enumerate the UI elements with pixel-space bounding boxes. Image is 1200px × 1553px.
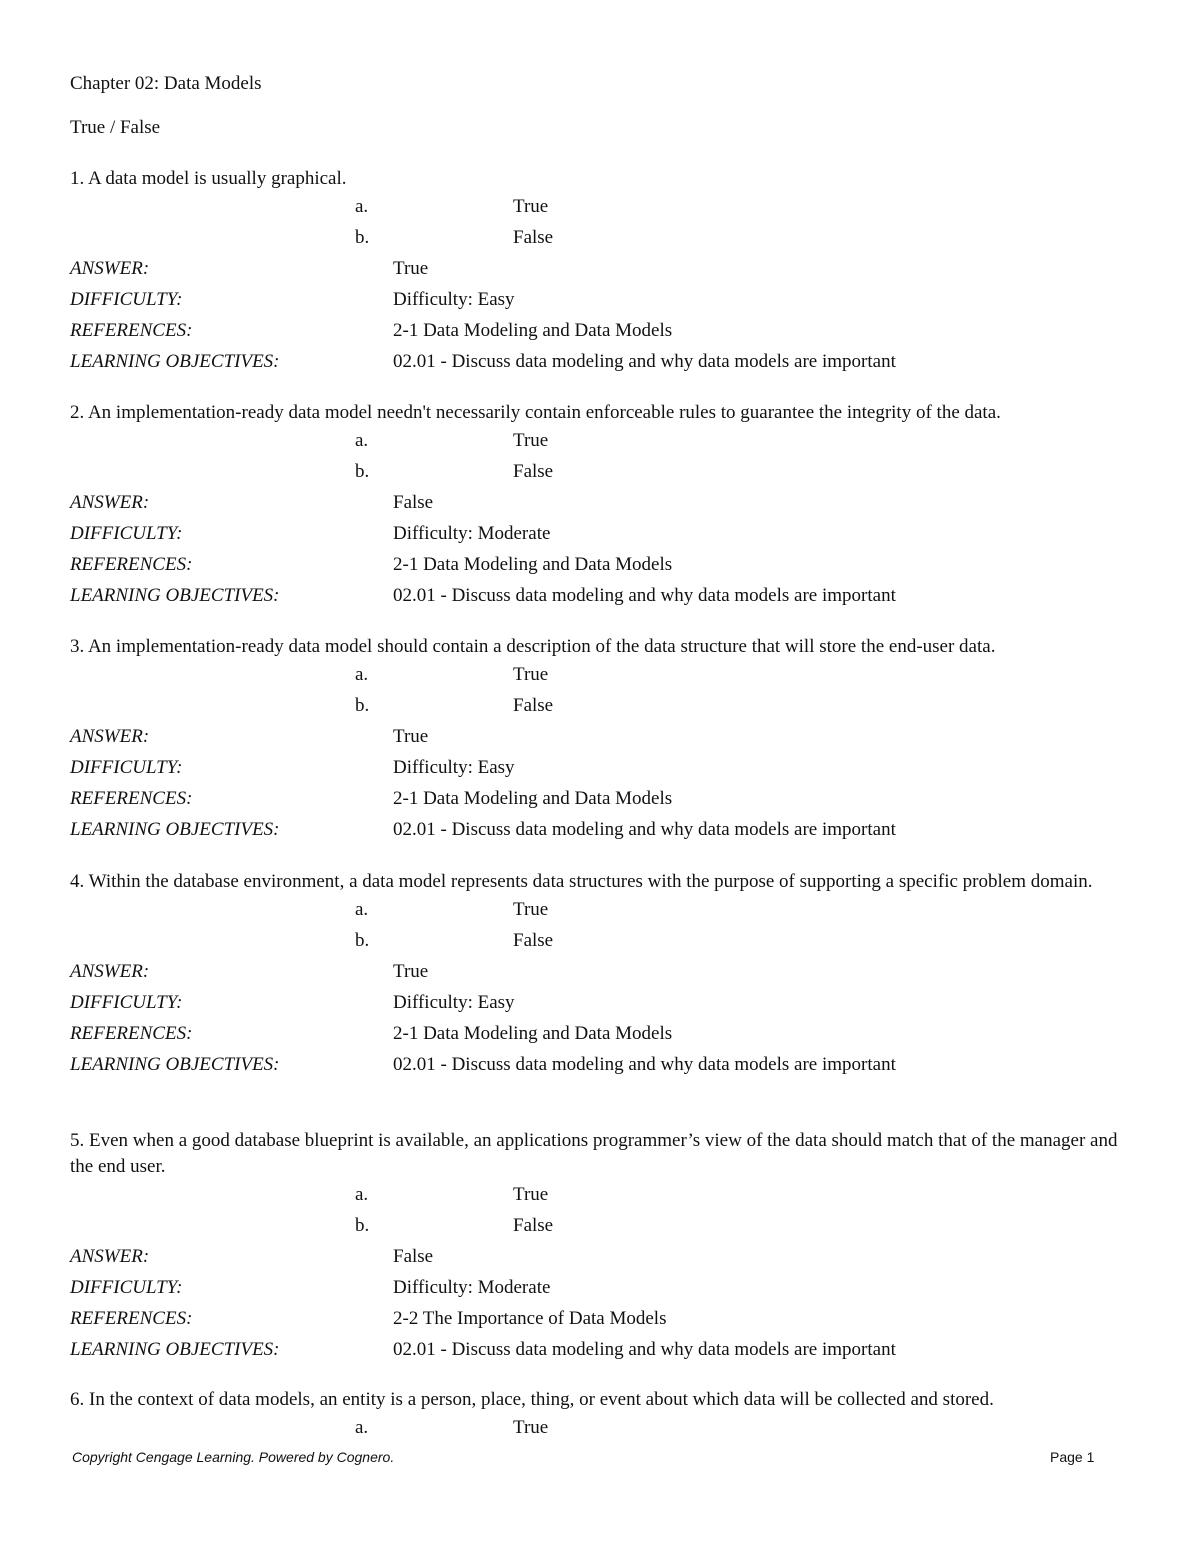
question-block <box>70 400 1140 613</box>
difficulty-row <box>70 1274 1140 1305</box>
objectives-value: 02.01 - Discuss data modeling and why data models are important <box>393 819 896 840</box>
question-text: 3. An implementation-ready data model should contain a description of the data structure that will store the end-user data. <box>70 636 996 657</box>
objectives-value: 02.01 - Discuss data modeling and why data models are important <box>393 351 896 372</box>
option-letter: a. <box>355 899 369 920</box>
difficulty-row <box>70 520 1140 551</box>
question-text: 6. In the context of data models, an entity is a person, place, thing, or event about which data will be collected and stored. <box>70 1389 994 1410</box>
option-text: False <box>513 930 554 951</box>
question-block <box>70 869 1140 1082</box>
option-letter: b. <box>355 227 370 248</box>
question-block <box>70 1387 1140 1445</box>
difficulty-value: Difficulty: Easy <box>393 992 515 1013</box>
option-row <box>70 193 1140 224</box>
references-value: 2-2 The Importance of Data Models <box>393 1308 667 1329</box>
question-text: 4. Within the database environment, a data model represents data structures with the purpose of supporting a specific problem domain. <box>70 871 1093 892</box>
answer-value: False <box>393 492 434 513</box>
objectives-label: LEARNING OBJECTIVES: <box>70 351 280 372</box>
option-row <box>70 896 1140 927</box>
option-text: False <box>513 461 554 482</box>
objectives-value: 02.01 - Discuss data modeling and why data models are important <box>393 585 896 606</box>
references-label: REFERENCES: <box>70 554 193 575</box>
objectives-row <box>70 348 1140 379</box>
difficulty-value: Difficulty: Easy <box>393 289 515 310</box>
answer-label: ANSWER: <box>70 726 150 747</box>
references-row <box>70 1305 1140 1336</box>
references-value: 2-1 Data Modeling and Data Models <box>393 554 673 575</box>
difficulty-label: DIFFICULTY: <box>70 289 183 310</box>
option-text: True <box>513 430 549 451</box>
difficulty-value: Difficulty: Easy <box>393 757 515 778</box>
references-label: REFERENCES: <box>70 320 193 341</box>
objectives-row <box>70 1051 1140 1082</box>
question-text: 1. A data model is usually graphical. <box>70 168 347 189</box>
footer-page-number: Page 1 <box>1050 1449 1095 1465</box>
option-text: False <box>513 227 554 248</box>
objectives-value: 02.01 - Discuss data modeling and why data models are important <box>393 1339 896 1360</box>
question-block <box>70 166 1140 379</box>
answer-value: True <box>393 258 429 279</box>
answer-label: ANSWER: <box>70 1246 150 1267</box>
difficulty-label: DIFFICULTY: <box>70 992 183 1013</box>
option-text: True <box>513 1417 549 1438</box>
answer-row <box>70 255 1140 286</box>
objectives-label: LEARNING OBJECTIVES: <box>70 585 280 606</box>
references-value: 2-1 Data Modeling and Data Models <box>393 1023 673 1044</box>
objectives-label: LEARNING OBJECTIVES: <box>70 819 280 840</box>
objectives-row <box>70 582 1140 613</box>
objectives-row <box>70 1336 1140 1367</box>
option-letter: b. <box>355 930 370 951</box>
answer-value: True <box>393 726 429 747</box>
option-row <box>70 1181 1140 1212</box>
chapter-title: Chapter 02: Data Models <box>70 73 262 94</box>
references-row <box>70 1020 1140 1051</box>
option-letter: a. <box>355 664 369 685</box>
answer-value: True <box>393 961 429 982</box>
option-text: True <box>513 1184 549 1205</box>
option-letter: a. <box>355 1417 369 1438</box>
objectives-value: 02.01 - Discuss data modeling and why data models are important <box>393 1054 896 1075</box>
references-row <box>70 317 1140 348</box>
option-letter: b. <box>355 695 370 716</box>
references-value: 2-1 Data Modeling and Data Models <box>393 320 673 341</box>
references-label: REFERENCES: <box>70 1023 193 1044</box>
option-row <box>70 661 1140 692</box>
option-row <box>70 224 1140 255</box>
answer-row <box>70 958 1140 989</box>
option-row <box>70 1212 1140 1243</box>
question-block <box>70 1128 1140 1367</box>
option-row <box>70 927 1140 958</box>
footer-copyright: Copyright Cengage Learning. Powered by Cognero. <box>72 1449 395 1465</box>
objectives-label: LEARNING OBJECTIVES: <box>70 1339 280 1360</box>
difficulty-label: DIFFICULTY: <box>70 523 183 544</box>
option-row <box>70 1414 1140 1445</box>
option-text: True <box>513 196 549 217</box>
option-text: True <box>513 664 549 685</box>
objectives-label: LEARNING OBJECTIVES: <box>70 1054 280 1075</box>
difficulty-row <box>70 754 1140 785</box>
question-text: 2. An implementation-ready data model needn't necessarily contain enforceable rules to guarantee the integrity of the data. <box>70 402 1001 423</box>
option-row <box>70 458 1140 489</box>
option-row <box>70 692 1140 723</box>
option-letter: a. <box>355 1184 369 1205</box>
option-letter: b. <box>355 1215 370 1236</box>
references-row <box>70 785 1140 816</box>
references-label: REFERENCES: <box>70 788 193 809</box>
section-title: True / False <box>70 117 161 138</box>
references-label: REFERENCES: <box>70 1308 193 1329</box>
option-letter: a. <box>355 430 369 451</box>
references-value: 2-1 Data Modeling and Data Models <box>393 788 673 809</box>
answer-row <box>70 723 1140 754</box>
difficulty-value: Difficulty: Moderate <box>393 523 551 544</box>
difficulty-label: DIFFICULTY: <box>70 757 183 778</box>
difficulty-value: Difficulty: Moderate <box>393 1277 551 1298</box>
option-letter: b. <box>355 461 370 482</box>
answer-label: ANSWER: <box>70 258 150 279</box>
answer-row <box>70 1243 1140 1274</box>
difficulty-row <box>70 989 1140 1020</box>
answer-row <box>70 489 1140 520</box>
option-row <box>70 427 1140 458</box>
answer-value: False <box>393 1246 434 1267</box>
objectives-row <box>70 816 1140 847</box>
difficulty-row <box>70 286 1140 317</box>
question-text: 5. Even when a good database blueprint is available, an applications programmer’s view of the data should match that of the manager and the end user. <box>70 1130 1123 1177</box>
question-block <box>70 634 1140 847</box>
references-row <box>70 551 1140 582</box>
difficulty-label: DIFFICULTY: <box>70 1277 183 1298</box>
answer-label: ANSWER: <box>70 961 150 982</box>
option-text: False <box>513 1215 554 1236</box>
option-text: False <box>513 695 554 716</box>
answer-label: ANSWER: <box>70 492 150 513</box>
option-text: True <box>513 899 549 920</box>
option-letter: a. <box>355 196 369 217</box>
